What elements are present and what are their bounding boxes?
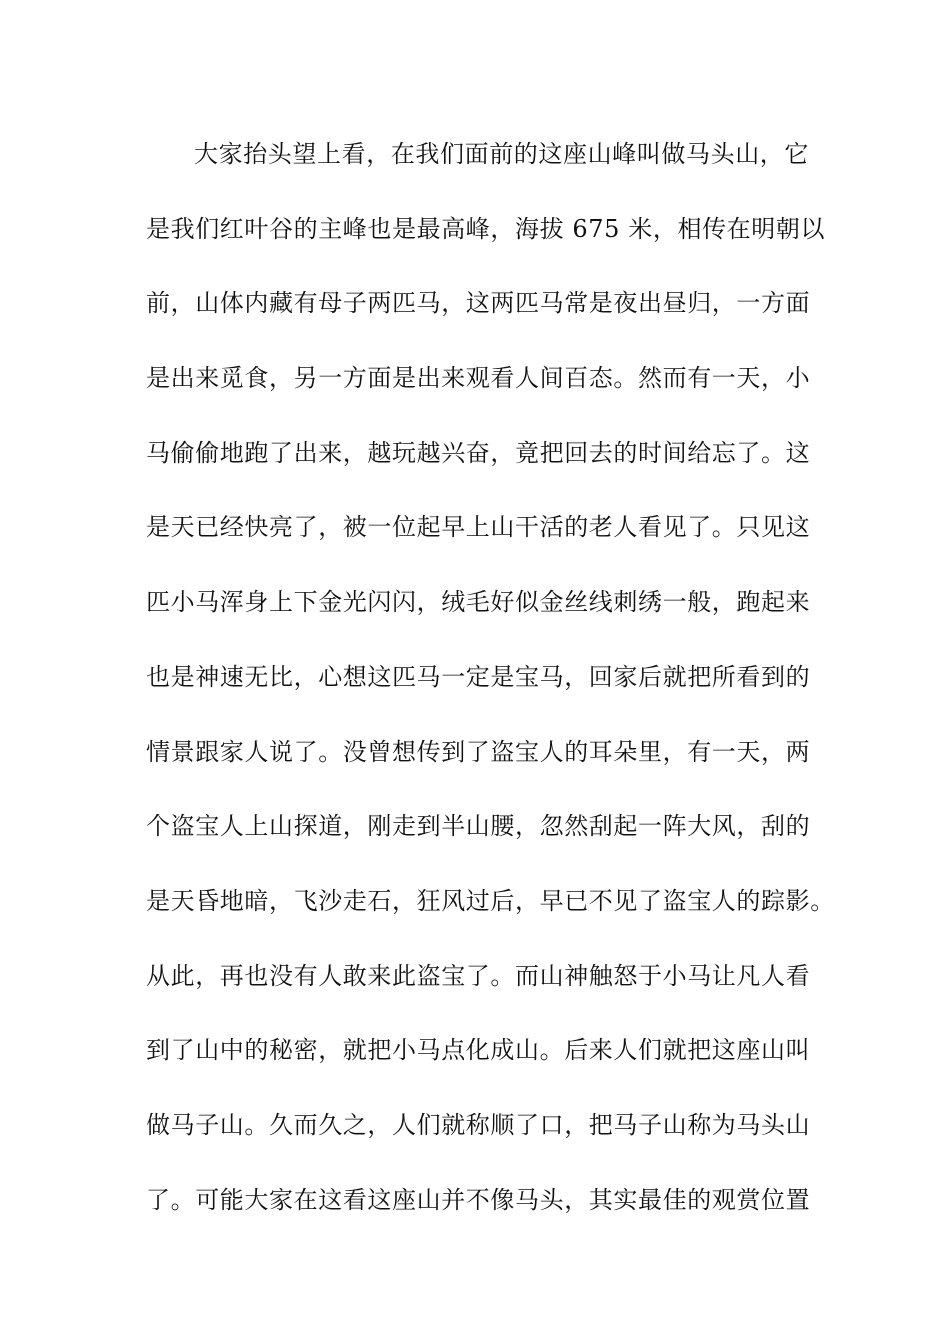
text-line: 马偷偷地跑了出来，越玩越兴奋，竟把回去的时间给忘了。这 [146,438,811,467]
text-line: 个盗宝人上山探道，刚走到半山腰，忽然刮起一阵大风，刮的 [146,812,811,841]
paragraph [146,132,835,1252]
text-line: 情景跟家人说了。没曾想传到了盗宝人的耳朵里，有一天，两 [146,737,811,766]
text-line: 是我们红叶谷的主峰也是最高峰，海拔 675 米，相传在明朝以 [146,214,826,243]
text-line: 从此，再也没有人敢来此盗宝了。而山神触怒于小马让凡人看 [146,961,811,990]
text-line: 前，山体内藏有母子两匹马，这两匹马常是夜出昼归，一方面 [146,289,811,318]
text-line: 是天已经快亮了，被一位起早上山干活的老人看见了。只见这 [146,513,811,542]
text-line: 是出来觅食，另一方面是出来观看人间百态。然而有一天，小 [146,364,811,393]
text-line: 匹小马浑身上下金光闪闪，绒毛好似金丝线刺绣一般，跑起来 [146,588,811,617]
text-line: 到了山中的秘密，就把小马点化成山。后来人们就把这座山叫 [146,1036,811,1065]
text-line: 是天昏地暗，飞沙走石，狂风过后，早已不见了盗宝人的踪影。 [146,886,835,915]
text-line: 也是神速无比，心想这匹马一定是宝马，回家后就把所看到的 [146,662,811,691]
text-line: 大家抬头望上看，在我们面前的这座山峰叫做马头山，它 [194,140,809,168]
text-line: 了。可能大家在这看这座山并不像马头，其实最佳的观赏位置 [146,1185,811,1214]
text-line: 做马子山。久而久之，人们就称顺了口，把马子山称为马头山 [146,1110,811,1139]
